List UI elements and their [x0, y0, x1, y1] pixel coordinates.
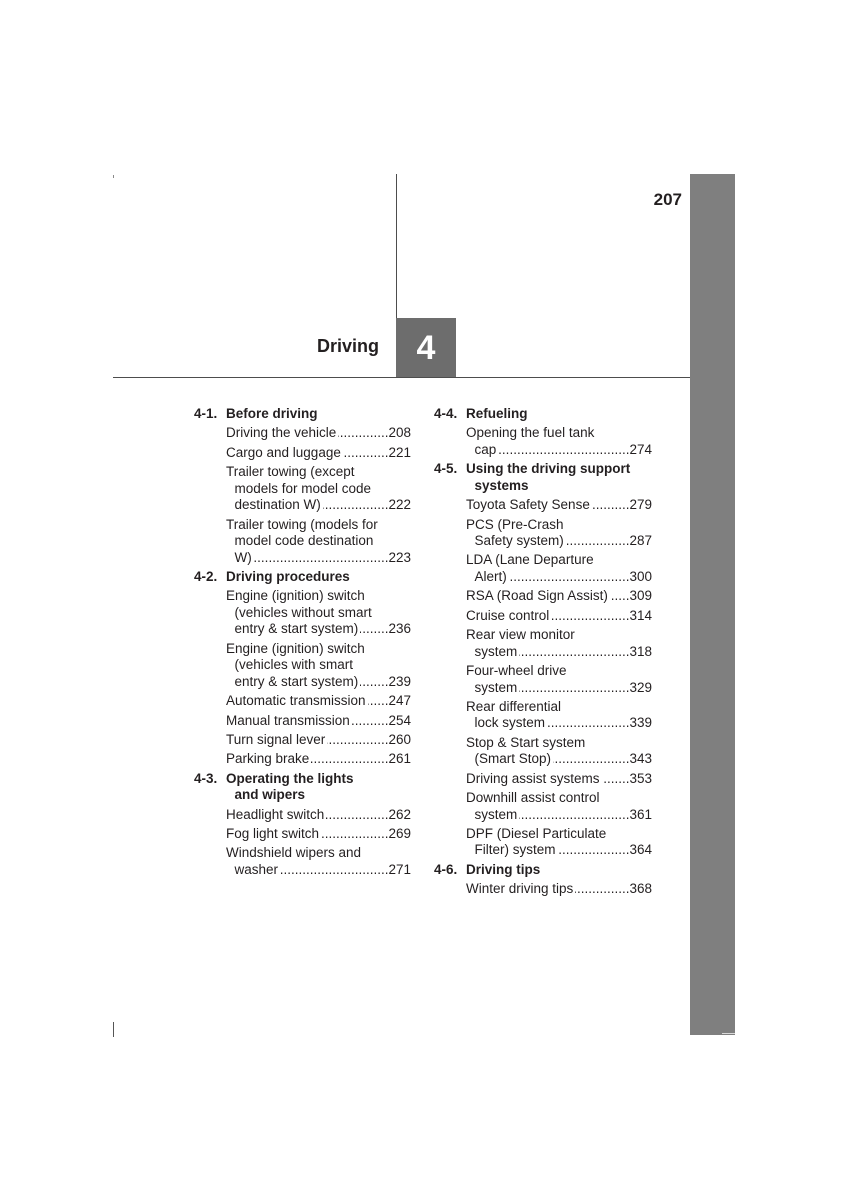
toc-entry	[194, 732, 411, 749]
toc-entry-page: 309	[629, 588, 652, 604]
toc-entry-label: entry & start system)	[234, 621, 359, 637]
toc-entry-line	[226, 693, 411, 710]
section-title	[226, 569, 411, 586]
toc-entry-page: 271	[388, 861, 411, 877]
toc-entry-line: Rear differential	[466, 698, 562, 714]
toc-entry-line	[226, 497, 411, 514]
toc-entry-page: 239	[388, 673, 411, 689]
dot-leader	[280, 862, 388, 879]
toc-entry-label: washer	[234, 861, 279, 877]
chapter-number-box	[396, 318, 456, 377]
toc-entry-line: Windshield wipers and	[226, 845, 362, 861]
toc-entry-line	[226, 713, 411, 730]
dot-leader	[368, 693, 389, 710]
toc-entry-line	[226, 674, 411, 691]
dot-leader	[254, 550, 389, 567]
dot-leader	[327, 732, 388, 749]
toc-entry-label: Toyota Safety Sense	[466, 497, 590, 513]
toc-section-4-4	[434, 406, 652, 458]
toc-entry-label: RSA (Road Sign Assist)	[466, 588, 608, 604]
toc-entry-line	[226, 826, 411, 843]
toc-entry-page: 261	[388, 751, 411, 767]
dot-leader	[610, 588, 630, 605]
dot-leader	[509, 569, 630, 586]
toc-entry-line	[466, 442, 652, 459]
toc-entry-label: Manual transmission	[226, 712, 350, 728]
toc-entry-page: 343	[629, 751, 652, 767]
toc-entry	[194, 713, 411, 730]
section-title-line: and wipers	[234, 787, 306, 803]
toc-entry-label: Alert)	[474, 568, 507, 584]
toc-column-right	[434, 406, 652, 898]
toc-entry-label: W)	[234, 549, 252, 565]
toc-entry	[434, 771, 652, 788]
toc-entry	[194, 693, 411, 710]
dot-leader	[592, 497, 630, 514]
toc-entry-line: Engine (ignition) switch	[226, 588, 365, 604]
toc-entry-line	[466, 881, 652, 898]
toc-entry-page: 260	[388, 731, 411, 747]
toc-entry-page: 339	[629, 715, 652, 731]
toc-entry-line	[226, 732, 411, 749]
section-heading	[434, 406, 652, 423]
toc-entry	[434, 663, 652, 696]
section-number: 4-4.	[434, 406, 458, 421]
toc-entry-line	[466, 715, 652, 732]
toc-entry-line	[466, 644, 652, 661]
dot-leader	[338, 425, 388, 442]
section-title-line: Operating the lights	[226, 770, 354, 786]
dot-leader	[553, 751, 629, 768]
section-heading	[194, 569, 411, 586]
toc-entry-label: Winter driving tips	[466, 881, 574, 897]
chapter-number: 4	[416, 328, 436, 367]
toc-entry	[194, 751, 411, 768]
dot-leader	[566, 533, 630, 550]
toc-entry-line	[466, 588, 652, 605]
toc-entry-label: (Smart Stop)	[474, 751, 552, 767]
chapter-side-tab	[690, 174, 735, 1035]
dot-leader	[321, 826, 388, 843]
dot-leader	[558, 842, 630, 859]
toc-entry-label: lock system	[474, 715, 546, 731]
toc-entry-line	[226, 807, 411, 824]
section-number: 4-1.	[194, 406, 218, 421]
crop-mark	[113, 175, 114, 178]
dot-leader	[352, 713, 389, 730]
dot-leader	[360, 621, 388, 638]
toc-entry-line: (vehicles without smart	[234, 604, 372, 620]
toc-entry-line: Four-wheel drive	[466, 663, 567, 679]
dot-leader	[498, 442, 629, 459]
section-heading	[434, 862, 652, 879]
toc-entry	[434, 425, 652, 458]
toc-entry-line	[226, 862, 411, 879]
section-title	[466, 406, 652, 423]
toc-entry	[434, 497, 652, 514]
dot-leader	[360, 674, 388, 691]
toc-entry	[434, 517, 652, 550]
dot-leader	[343, 445, 389, 462]
toc-entry-line	[466, 569, 652, 586]
dot-leader	[551, 608, 629, 625]
toc-entry-line: PCS (Pre-Crash	[466, 516, 564, 532]
toc-entry-line: model code destination	[234, 533, 374, 549]
dot-leader	[519, 807, 629, 824]
toc-entry-page: 279	[629, 497, 652, 513]
toc-entry-page: 262	[388, 806, 411, 822]
toc-entry-page: 361	[629, 806, 652, 822]
toc-entry	[434, 826, 652, 859]
toc-entry-page: 364	[629, 842, 652, 858]
toc-entry-page: 274	[629, 441, 652, 457]
section-title-line: systems	[474, 477, 529, 493]
toc-entry	[194, 588, 411, 638]
toc-entry	[434, 699, 652, 732]
page-number: 207	[653, 190, 682, 209]
toc-entry	[194, 845, 411, 878]
toc-entry-line	[466, 751, 652, 768]
toc-entry-line	[466, 533, 652, 550]
section-number: 4-3.	[194, 770, 218, 786]
horizontal-rule	[113, 377, 690, 378]
toc-entry-label: system	[474, 806, 518, 822]
toc-entry	[434, 588, 652, 605]
toc-entry-label: Driving assist systems	[466, 770, 600, 786]
toc-entry	[194, 425, 411, 442]
section-title-line: Using the driving support	[466, 461, 631, 477]
toc-entry-label: Driving the vehicle	[226, 425, 337, 441]
toc-entry-label: system	[474, 679, 518, 695]
section-title-line: Refueling	[466, 406, 528, 421]
toc-entry	[434, 552, 652, 585]
vertical-rule	[396, 174, 397, 318]
toc-entry-page: 208	[388, 425, 411, 441]
toc-entry-page: 329	[629, 679, 652, 695]
toc-section-4-5	[434, 461, 652, 859]
dot-leader	[311, 751, 388, 768]
toc-entry-label: Parking brake	[226, 751, 310, 767]
toc-entry-line	[226, 621, 411, 638]
toc-entry-label: Filter) system	[474, 842, 556, 858]
toc-entry-line: Trailer towing (except	[226, 464, 355, 480]
toc-entry-line: Opening the fuel tank	[466, 425, 595, 441]
toc-entry-line: models for model code	[234, 480, 372, 496]
toc-entry-line: Trailer towing (models for	[226, 516, 378, 532]
toc-entry	[194, 464, 411, 514]
toc-entry-label: Turn signal lever	[226, 731, 326, 747]
section-title-line: Before driving	[226, 406, 318, 421]
toc-entry	[434, 881, 652, 898]
toc-entry-page: 236	[388, 621, 411, 637]
toc-entry-line: Stop & Start system	[466, 734, 586, 750]
toc-entry-label: destination W)	[234, 497, 321, 513]
toc-entry-line	[466, 842, 652, 859]
toc-entry-label: system	[474, 643, 518, 659]
toc-entry-page: 353	[629, 770, 652, 786]
crop-mark	[722, 1033, 735, 1034]
toc-entry-page: 254	[388, 712, 411, 728]
toc-entry	[194, 807, 411, 824]
section-heading	[194, 771, 411, 804]
dot-leader	[323, 497, 389, 514]
toc-entry-page: 247	[388, 693, 411, 709]
toc-entry	[194, 641, 411, 691]
dot-leader	[547, 715, 629, 732]
toc-entry	[194, 445, 411, 462]
toc-entry-line	[226, 751, 411, 768]
toc-entry	[194, 826, 411, 843]
toc-entry-label: Fog light switch	[226, 825, 320, 841]
toc-section-4-3	[194, 771, 411, 879]
toc-entry-line: (vehicles with smart	[234, 657, 354, 673]
toc-entry-line: DPF (Diesel Particulate	[466, 825, 607, 841]
toc-entry	[434, 790, 652, 823]
dot-leader	[519, 644, 629, 661]
toc-entry	[434, 735, 652, 768]
toc-entry-page: 318	[629, 643, 652, 659]
toc-entry-label: Safety system)	[474, 533, 564, 549]
section-heading	[434, 461, 652, 494]
toc-entry-label: Automatic transmission	[226, 693, 366, 709]
toc-entry-line: Downhill assist control	[466, 790, 600, 806]
dot-leader	[575, 881, 629, 898]
toc-entry-page: 269	[388, 825, 411, 841]
toc-entry-line	[466, 497, 652, 514]
toc-entry-page: 368	[629, 881, 652, 897]
toc-entry-label: cap	[474, 441, 497, 457]
toc-entry-label: Cargo and luggage	[226, 444, 341, 460]
toc-entry-line	[226, 425, 411, 442]
toc-entry-label: Cruise control	[466, 607, 550, 623]
section-title	[226, 771, 411, 804]
toc-entry-label: entry & start system)	[234, 673, 359, 689]
toc-entry-line: LDA (Lane Departure	[466, 552, 594, 568]
toc-entry-line	[226, 445, 411, 462]
toc-entry-page: 221	[388, 444, 411, 460]
dot-leader	[326, 807, 388, 824]
crop-mark	[113, 1022, 114, 1037]
toc-entry-page: 287	[629, 533, 652, 549]
toc-entry-line	[226, 550, 411, 567]
toc-entry-line	[466, 771, 652, 788]
section-number: 4-2.	[194, 568, 218, 584]
section-title	[466, 461, 652, 494]
toc-entry-page: 300	[629, 568, 652, 584]
toc-entry-line: Rear view monitor	[466, 627, 575, 643]
toc-entry-page: 314	[629, 607, 652, 623]
toc-entry-page: 223	[388, 549, 411, 565]
section-title	[466, 862, 652, 879]
section-heading	[194, 406, 411, 423]
toc-entry-line: Engine (ignition) switch	[226, 640, 365, 656]
toc-entry	[434, 608, 652, 625]
chapter-title: Driving	[316, 336, 379, 356]
dot-leader	[519, 680, 629, 697]
toc-section-4-1	[194, 406, 411, 566]
section-title-line: Driving tips	[466, 861, 541, 877]
toc-entry-line	[466, 608, 652, 625]
toc-section-4-2	[194, 569, 411, 768]
toc-entry	[194, 517, 411, 567]
toc-entry-label: Headlight switch	[226, 806, 325, 822]
section-title-line: Driving procedures	[226, 568, 350, 584]
toc-section-4-6	[434, 862, 652, 898]
dot-leader	[602, 771, 630, 788]
toc-entry-line	[466, 807, 652, 824]
section-number: 4-5.	[434, 461, 458, 477]
toc-entry-line	[466, 680, 652, 697]
toc-column-left	[194, 406, 411, 878]
toc-entry-page: 222	[388, 497, 411, 513]
section-number: 4-6.	[434, 861, 458, 877]
toc-entry	[434, 627, 652, 660]
section-title	[226, 406, 411, 423]
